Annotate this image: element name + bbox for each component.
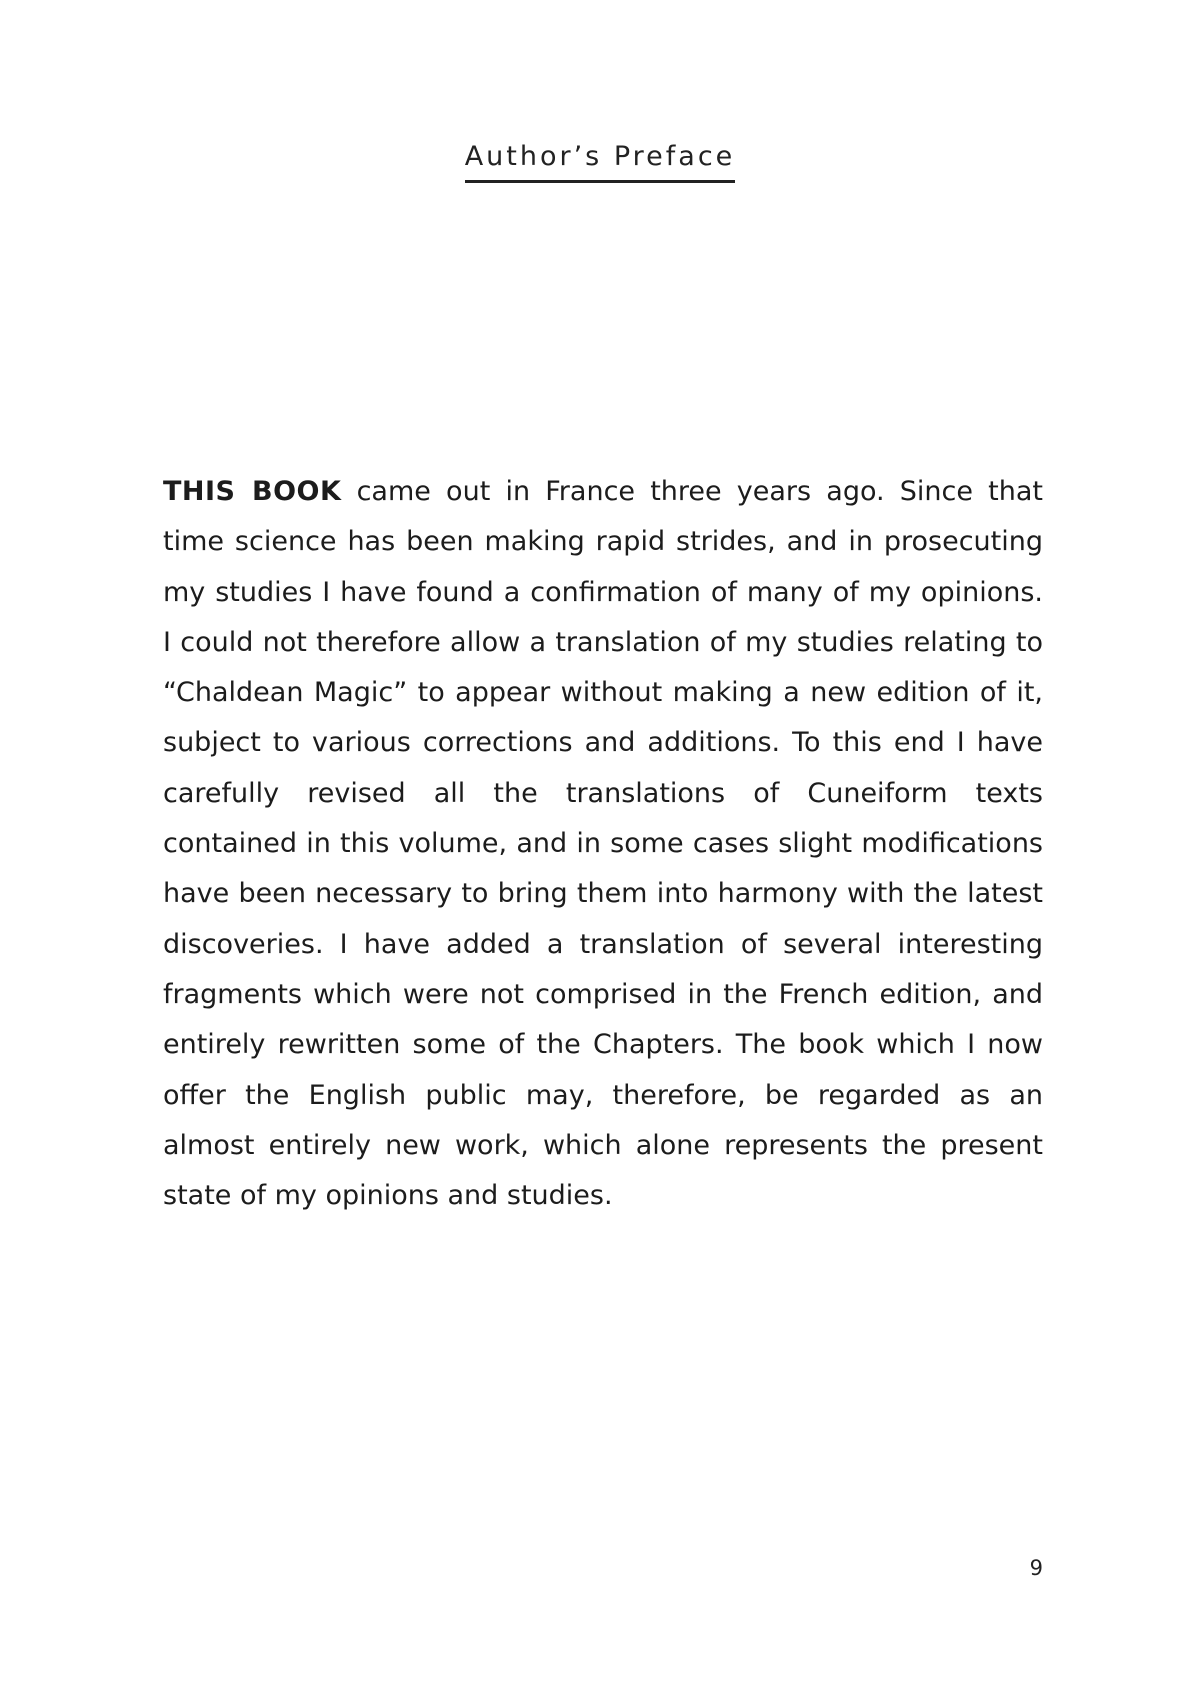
running-head xyxy=(0,142,1200,183)
paragraph-text: came out in France three years ago. Since that time science has been making rapid strides, and in prosecuting my studies I have found a confirmation of many of my opinions. I could not therefore allow a translation of my studies relating to “Chaldean Magic” to appear without making a new edition of it, subject to various corrections and additions. To this end I have carefully revised all the translations of Cuneiform texts contained in this volume, and in some cases slight modifications have been necessary to bring them into harmony with the latest discoveries. I have added a translation of several interesting fragments which were not comprised in the French edition, and entirely rewritten some of the Chapters. The book which I now offer the English public may, therefore, be regarded as an almost entirely new work, which alone represents the present state of my opinions and studies. xyxy=(163,476,1043,1212)
paragraph-lead-in: THIS BOOK xyxy=(163,476,342,507)
preface-paragraph xyxy=(163,467,1043,1221)
page-title: Author’s Preface xyxy=(465,142,736,183)
page-number: 9 xyxy=(1029,1556,1043,1580)
